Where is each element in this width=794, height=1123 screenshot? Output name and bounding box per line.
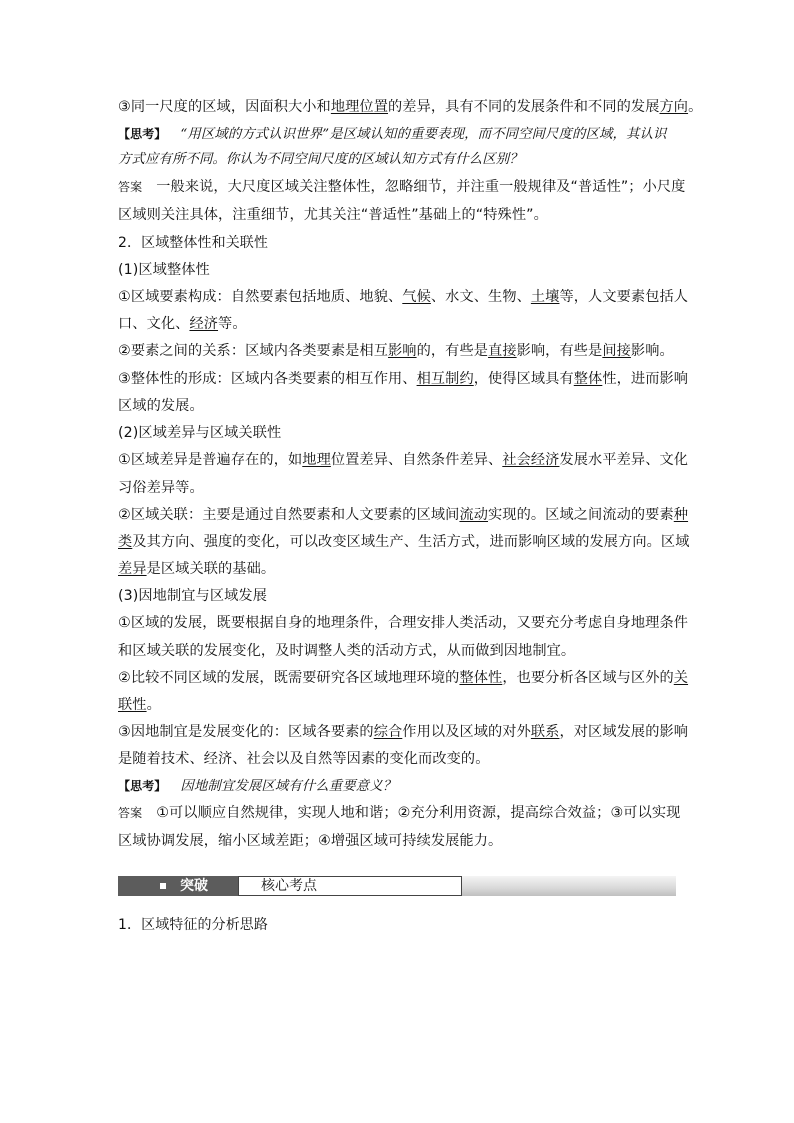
paragraph-region-elements: ①区域要素构成：自然要素包括地质、地貌、气候、水文、生物、土壤等，人文要素包括人 [118,289,689,305]
answer-tag: 答案 [118,180,143,194]
think-question-1-cont: 方式应有所不同。你认为不同空间尺度的区域认知方式有什么区别？ [118,152,523,167]
section-banner [118,876,676,896]
banner-dark-tab [118,876,238,896]
paragraph-region-elements-cont: 口、文化、经济等。 [118,316,247,332]
paragraph-adapt-local: ①区域的发展，既要根据自身的地理条件，合理安排人类活动，又要充分考虑自身地理条件 [118,615,689,631]
banner-dark-label: 突破 [180,878,208,894]
paragraph-region-difference-cont: 习俗差异等。 [118,480,204,496]
subsection-heading-2: (2)区域差异与区域关联性 [118,425,282,441]
paragraph-element-relations: ②要素之间的关系：区域内各类要素是相互影响的，有些是直接影响，有些是间接影响。 [118,343,674,359]
square-bullet-icon [160,883,166,889]
answer-2-cont: 区域协调发展，缩小区域差距；④增强区域可持续发展能力。 [118,833,503,849]
paragraph-region-linkage: ②区域关联：主要是通过自然要素和人文要素的区域间流动实现的。区域之间流动的要素种 [118,507,689,523]
blank-direction: 方向 [659,99,689,115]
think-question-1: 【思考】 “用区域的方式认识世界”是区域认知的重要表现，而不同空间尺度的区域，其认识 [118,127,667,142]
think-tag: 【思考】 [118,779,167,793]
paragraph-dynamic-adaptation: ③因地制宜是发展变化的：区域各要素的综合作用以及区域的对外联系，对区域发展的影响 [118,724,689,740]
paragraph-compare-regions: ②比较不同区域的发展，既需要研究各区域地理环境的整体性，也要分析各区域与区外的关 [118,670,689,686]
banner-light-label: 核心考点 [261,878,317,894]
think-question-2: 【思考】 因地制宜发展区域有什么重要意义？ [118,779,397,794]
paragraph-region-difference: ①区域差异是普遍存在的，如地理位置差异、自然条件差异、社会经济发展水平差异、文化 [118,452,689,468]
banner-light-tab [238,876,462,896]
answer-2: 答案 ①可以顺应自然规律，实现人地和谐；②充分利用资源，提高综合效益；③可以实现 [118,805,681,821]
paragraph-adapt-local-cont: 和区域关联的发展变化，及时调整人类的活动方式，从而做到因地制宜。 [118,643,576,659]
subsection-heading-1: (1)区域整体性 [118,262,210,278]
section-heading-final: 1．区域特征的分析思路 [118,917,269,933]
subsection-heading-3: (3)因地制宜与区域发展 [118,588,267,604]
paragraph-integrity-formation: ③整体性的形成：区域内各类要素的相互作用、相互制约，使得区域具有整体性，进而影响 [118,371,689,387]
blank-geographic-location: 地理位置 [330,99,389,115]
paragraph-region-linkage-end: 差异是区域关联的基础。 [118,561,276,577]
paragraph-integrity-formation-cont: 区域的发展。 [118,398,204,414]
paragraph-compare-regions-cont: 联性。 [118,697,161,713]
paragraph-scale-difference: ③同一尺度的区域，因面积大小和地理位置的差异，具有不同的发展条件和不同的发展方向。 [118,99,703,115]
paragraph-region-linkage-cont: 类及其方向、强度的变化，可以改变区域生产、生活方式，进而影响区域的发展方向。区域 [118,534,690,550]
section-heading-2: 2．区域整体性和关联性 [118,235,269,251]
answer-tag: 答案 [118,806,143,820]
answer-1-cont: 区域则关注具体，注重细节，尤其关注“普适性”基础上的“特殊性”。 [118,207,548,223]
paragraph-dynamic-adaptation-cont: 是随着技术、经济、社会以及自然等因素的变化而改变的。 [118,751,490,767]
think-tag: 【思考】 [118,127,167,141]
answer-1: 答案 一般来说，大尺度区域关注整体性，忽略细节，并注重一般规律及“普适性”；小尺度 [118,179,686,195]
